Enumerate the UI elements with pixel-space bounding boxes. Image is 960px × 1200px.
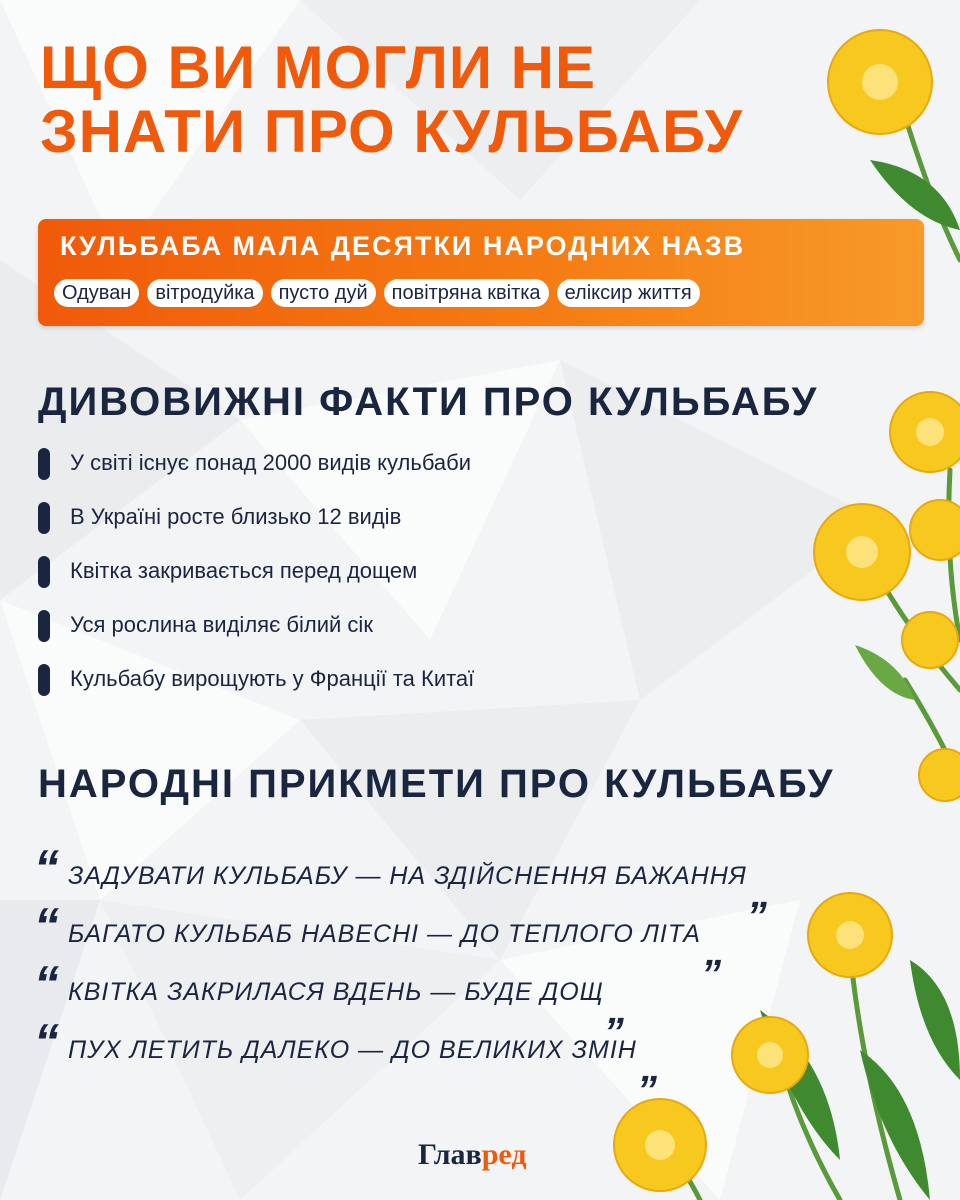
sign-item — [34, 840, 771, 916]
folk-name-chip: пусто дуй — [271, 279, 376, 307]
folk-names-list — [54, 279, 700, 307]
sign-text: КВІТКА ЗАКРИЛАСЯ ВДЕНЬ — БУДЕ ДОЩ — [68, 978, 604, 1006]
folk-name-chip: вітродуйка — [147, 279, 262, 307]
fact-text: Уся рослина виділяє білий сік — [70, 612, 373, 637]
brand-logo — [418, 1138, 527, 1172]
page-title-line-2: ЗНАТИ ПРО КУЛЬБАБУ — [40, 98, 743, 165]
sign-text: ПУХ ЛЕТИТЬ ДАЛЕКО — ДО ВЕЛИКИХ ЗМІН — [68, 1036, 637, 1064]
page-title — [40, 36, 820, 164]
folk-name-chip: повітряна квітка — [384, 279, 549, 307]
open-quote-icon: “ — [34, 956, 59, 1012]
fact-item — [38, 554, 474, 608]
close-quote-icon: „ — [750, 872, 771, 916]
facts-section-title: ДИВОВИЖНІ ФАКТИ ПРО КУЛЬБАБУ — [38, 380, 819, 424]
sign-item — [34, 956, 771, 1032]
open-quote-icon: “ — [34, 840, 59, 896]
fact-item — [38, 446, 474, 500]
signs-list — [34, 840, 771, 1090]
fact-item — [38, 608, 474, 662]
fact-item — [38, 500, 474, 554]
close-quote-icon: „ — [704, 930, 725, 974]
folk-names-heading: КУЛЬБАБА МАЛА ДЕСЯТКИ НАРОДНИХ НАЗВ — [60, 231, 746, 261]
folk-names-banner — [38, 219, 924, 326]
folk-name-chip: Одуван — [54, 279, 139, 307]
fact-text: В Україні росте близько 12 видів — [70, 504, 402, 529]
signs-section-title: НАРОДНІ ПРИКМЕТИ ПРО КУЛЬБАБУ — [38, 762, 835, 806]
sign-text: ЗАДУВАТИ КУЛЬБАБУ — НА ЗДІЙСНЕННЯ БАЖАННЯ — [68, 862, 747, 890]
sign-item — [34, 1014, 771, 1090]
brand-logo-part-1: Глав — [418, 1138, 482, 1171]
page-title-line-1: ЩО ВИ МОГЛИ НЕ — [40, 34, 597, 101]
bullet-pill-icon — [38, 664, 50, 696]
bullet-pill-icon — [38, 556, 50, 588]
open-quote-icon: “ — [34, 1014, 59, 1070]
bullet-pill-icon — [38, 448, 50, 480]
fact-text: У світі існує понад 2000 видів кульбаби — [70, 450, 472, 475]
fact-item — [38, 662, 474, 716]
sign-item — [34, 898, 771, 974]
facts-list — [38, 446, 474, 716]
open-quote-icon: “ — [34, 898, 59, 954]
close-quote-icon: „ — [640, 1046, 661, 1090]
folk-name-chip: еліксир життя — [557, 279, 700, 307]
sign-text: БАГАТО КУЛЬБАБ НАВЕСНІ — ДО ТЕПЛОГО ЛІТА — [68, 920, 701, 948]
bullet-pill-icon — [38, 502, 50, 534]
close-quote-icon: „ — [607, 988, 628, 1032]
brand-logo-part-2: ред — [481, 1138, 527, 1171]
fact-text: Квітка закривається перед дощем — [70, 558, 418, 583]
fact-text: Кульбабу вирощують у Франції та Китаї — [70, 666, 475, 691]
bullet-pill-icon — [38, 610, 50, 642]
